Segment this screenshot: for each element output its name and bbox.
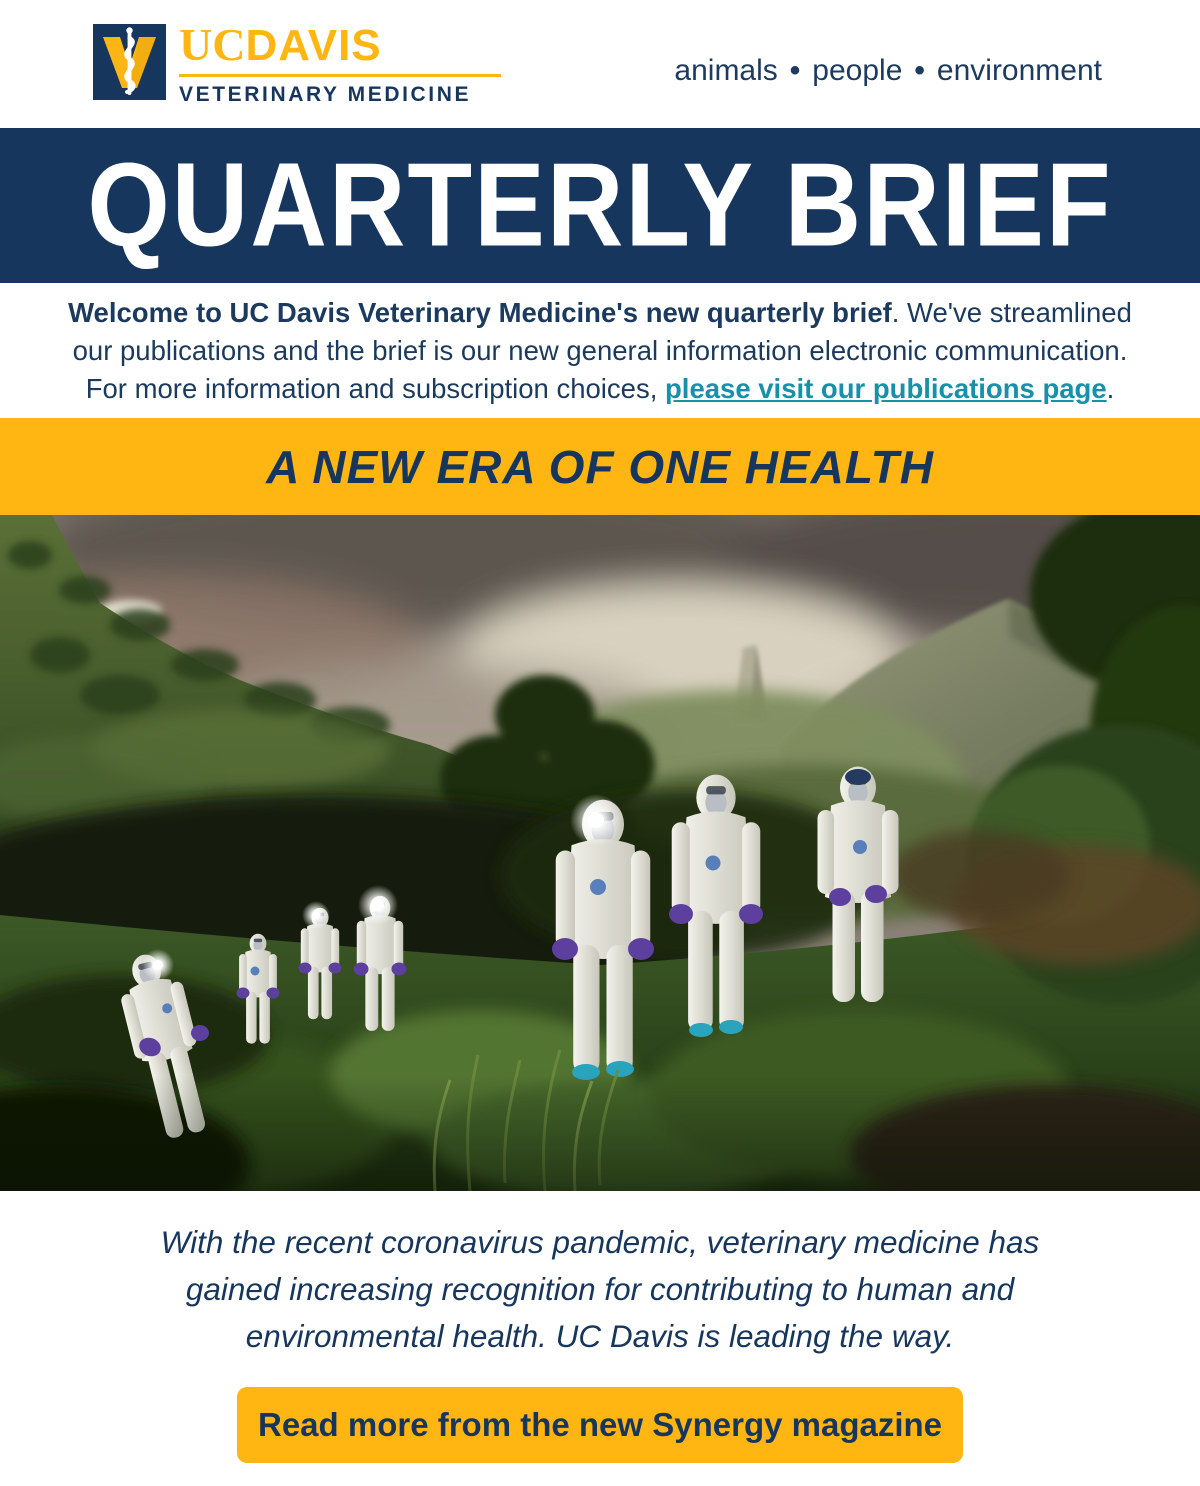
intro-text: . xyxy=(1106,372,1115,404)
brand-department: VETERINARY MEDICINE xyxy=(179,82,472,106)
header xyxy=(0,0,1200,128)
tagline xyxy=(674,54,1102,88)
caduceus-icon xyxy=(93,24,166,100)
intro-bold-text: Welcome to UC Davis Veterinary Medicine's new quarterly brief xyxy=(68,296,892,328)
newsletter-title: QUARTERLY BRIEF xyxy=(87,138,1113,272)
intro-text: our publications and the brief is our new general information electronic communication. xyxy=(72,334,1128,366)
brand-uc: UC xyxy=(179,18,246,70)
photo-vignette xyxy=(0,1075,1200,1191)
intro-section xyxy=(0,283,1200,418)
tagline-word: people xyxy=(812,54,903,87)
section-heading: A NEW ERA OF ONE HEALTH xyxy=(266,440,934,493)
logo-divider xyxy=(179,74,501,77)
intro-text: For more information and subscription choices, xyxy=(85,372,665,404)
brand-text xyxy=(179,18,501,107)
tagline-word: environment xyxy=(936,54,1102,87)
tagline-bullet: • xyxy=(789,54,801,87)
tagline-bullet: • xyxy=(914,54,925,87)
tagline-word: animals xyxy=(674,54,778,87)
article-text: gained increasing recognition for contributing to human and xyxy=(185,1271,1015,1307)
section-heading-band xyxy=(0,418,1200,515)
brand-davis: DAVIS xyxy=(245,20,382,70)
article-section xyxy=(0,1191,1200,1360)
brand-logo[interactable] xyxy=(93,18,501,107)
brand-wordmark xyxy=(179,18,382,70)
intro-text: . We've streamlined xyxy=(891,296,1132,328)
cta-row xyxy=(0,1387,1200,1463)
cta-button[interactable]: Read more from the new Synergy magazine xyxy=(237,1387,963,1463)
publications-link[interactable]: please visit our publications page xyxy=(665,372,1107,404)
intro-paragraph xyxy=(68,294,1132,408)
article-summary xyxy=(0,1219,1200,1360)
article-text: environmental health. UC Davis is leading the way. xyxy=(245,1318,955,1354)
one-health-photo xyxy=(0,515,1200,1191)
masthead-banner xyxy=(0,128,1200,283)
article-text: With the recent coronavirus pandemic, veterinary medicine has xyxy=(160,1224,1040,1260)
